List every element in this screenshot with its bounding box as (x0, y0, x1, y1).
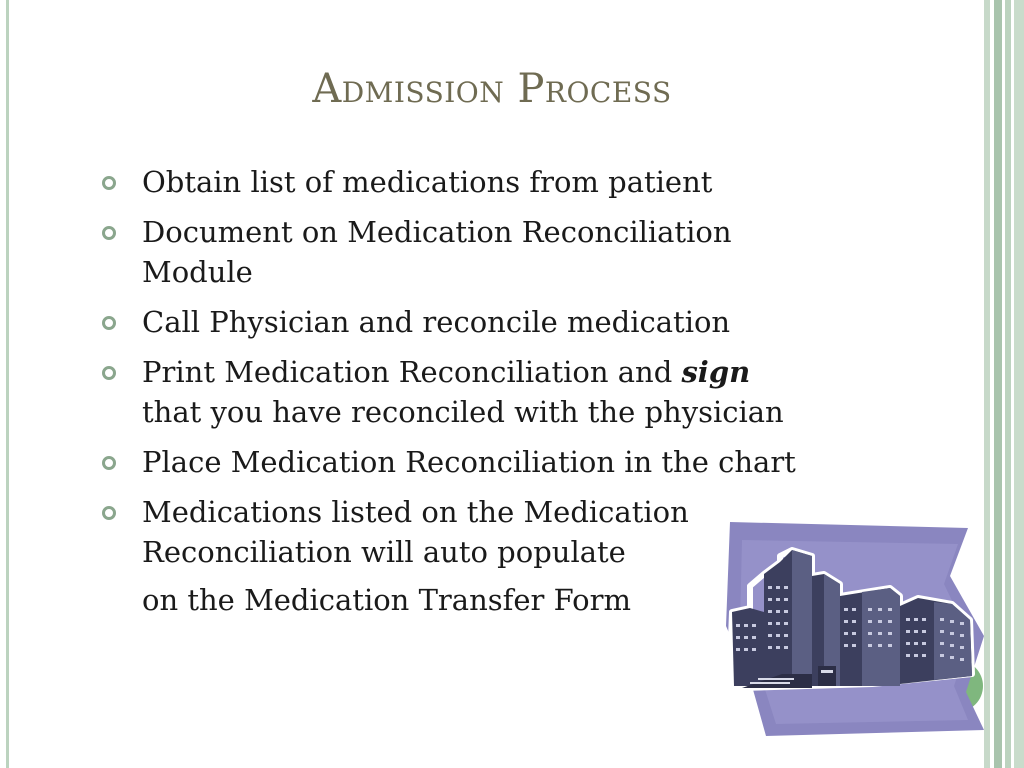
bullet-text: Module (142, 255, 253, 289)
continuation-text: on the Medication Transfer Form (142, 583, 631, 617)
bullet-text: Reconciliation will auto populate (142, 535, 626, 569)
bullet-text: Document on Medication Reconciliation (142, 215, 732, 249)
list-item (96, 162, 856, 202)
slide-title: Admission Process (312, 66, 672, 112)
list-item (96, 302, 856, 342)
list-item (96, 212, 856, 292)
bullet-ring-icon (102, 176, 116, 190)
hospital-building-icon (722, 516, 990, 738)
left-border-rule (6, 0, 9, 768)
bullet-text: that you have reconciled with the physician (142, 395, 784, 429)
bullet-ring-icon (102, 366, 116, 380)
bullet-ring-icon (102, 456, 116, 470)
bullet-text: Medications listed on the Medication (142, 495, 689, 529)
bullet-text: Place Medication Reconciliation in the chart (142, 445, 796, 479)
bullet-ring-icon (102, 226, 116, 240)
bullet-text: Obtain list of medications from patient (142, 165, 713, 199)
list-item (96, 352, 856, 432)
list-item (96, 442, 856, 482)
bullet-ring-icon (102, 316, 116, 330)
bullet-text: Call Physician and reconcile medication (142, 305, 731, 339)
bullet-ring-icon (102, 506, 116, 520)
bullet-text: Print Medication Reconciliation and (142, 355, 682, 389)
emphasis-sign: sign (681, 355, 751, 389)
